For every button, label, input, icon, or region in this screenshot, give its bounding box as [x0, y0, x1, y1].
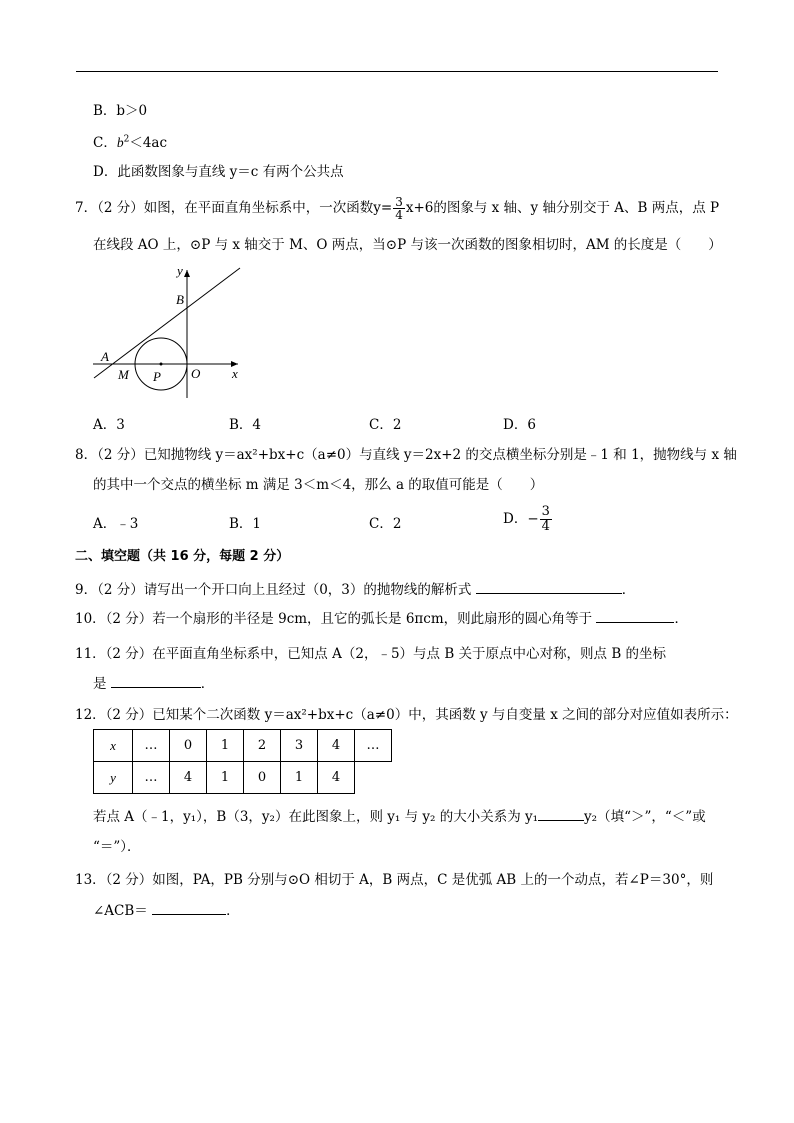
q12-answer-blank[interactable]: [538, 808, 584, 821]
q7-option-c: C．2: [369, 417, 402, 433]
q12-value-table: [93, 729, 392, 794]
q10-answer-blank[interactable]: [596, 610, 674, 623]
q7-option-a: A．3: [93, 417, 125, 433]
table-cell: 4: [170, 762, 207, 794]
section-title-fill-in: 二、填空题（共 16 分，每题 2 分）: [75, 549, 290, 564]
table-cell: 0: [170, 730, 207, 762]
table-cell: …: [355, 730, 392, 762]
q13-line2: ∠ACB＝ ．: [93, 903, 240, 919]
q7-line2: 在线段 AO 上，⊙P 与 x 轴交于 M、O 两点，当⊙P 与该一次函数的图象相切时，AM 的长度是（ ）: [93, 237, 722, 253]
q7-label-p: P: [153, 369, 161, 384]
q7-fraction: $\frac{3}{4}$: [395, 195, 403, 222]
table-cell: 1: [281, 762, 318, 794]
q9-text: 9．（2 分）请写出一个开口向上且经过（0，3）的抛物线的解析式 ．: [75, 582, 636, 598]
q8-option-d: D．− $\frac{3}{4}$: [503, 504, 550, 534]
table-cell: …: [133, 730, 170, 762]
q13-line1: 13．（2 分）如图，PA，PB 分别与⊙O 相切于 A，B 两点，C 是优弧 AB 上的一个动点，若∠P＝30°，则: [75, 872, 714, 888]
table-cell: 2: [244, 730, 281, 762]
table-cell: 0: [244, 762, 281, 794]
q13-answer-blank[interactable]: [152, 902, 226, 915]
table-cell: 3: [281, 730, 318, 762]
table-cell: 4: [318, 730, 355, 762]
q7-label-o: O: [191, 366, 201, 381]
table-cell: y: [94, 762, 133, 794]
table-row: [94, 762, 392, 794]
q7-line1: 7．（2 分）如图，在平面直角坐标系中，一次函数y= $\frac{3}{4}$ x+6的图象与 x 轴、y 轴分别交于 A、B 两点，点 P: [75, 195, 720, 222]
q6-option-c: C．$b^2<4ac$: [93, 134, 168, 151]
table-cell: …: [133, 762, 170, 794]
q12-line3: “＝”）．: [93, 839, 141, 855]
q8-option-c: C．2: [369, 516, 402, 532]
q7-label-a: A: [101, 349, 109, 364]
q9-answer-blank[interactable]: [476, 581, 622, 594]
header-rule: [76, 71, 718, 72]
q7-option-b: B．4: [229, 417, 262, 433]
q7-label-y: y: [177, 263, 183, 278]
q7-figure: [88, 258, 253, 408]
table-cell: 4: [318, 762, 355, 794]
q8-option-b: B．1: [229, 516, 262, 532]
q6-option-b: B．b＞0: [93, 103, 148, 119]
q7-label-b: B: [176, 292, 184, 307]
q8-line2: 的其中一个交点的横坐标 m 满足 3＜m＜4，那么 a 的取值可能是（ ）: [93, 477, 544, 493]
q7-label-m: M: [118, 367, 129, 382]
q11-line2: 是 ．: [93, 676, 215, 692]
q12-line2: 若点 A（﹣1，y₁），B（3，y₂）在此图象上，则 y₁ 与 y₂ 的大小关系为 y₁ y₂（填“＞”，“＜”或: [93, 809, 706, 825]
table-cell: 1: [207, 762, 244, 794]
q7-linear-function-line: [94, 268, 240, 378]
q8-line1: 8．（2 分）已知抛物线 y＝ax²+bx+c（a≠0）与直线 y＝2x+2 的交点横坐标分别是﹣1 和 1，抛物线与 x 轴: [75, 447, 737, 463]
q7-center-p: [160, 363, 163, 366]
q7-option-d: D．6: [503, 417, 536, 433]
table-cell: 1: [207, 730, 244, 762]
q12-line1: 12．（2 分）已知某个二次函数 y＝ax²+bx+c（a≠0）中，其函数 y 与自变量 x 之间的部分对应值如表所示：: [75, 707, 738, 723]
table-cell: x: [94, 730, 133, 762]
q7-label-x: x: [232, 366, 238, 381]
q6-option-d: D．此函数图象与直线 y＝c 有两个公共点: [93, 164, 344, 180]
q11-line1: 11．（2 分）在平面直角坐标系中，已知点 A（2，﹣5）与点 B 关于原点中心对称，则点 B 的坐标: [75, 646, 667, 662]
q10-text: 10．（2 分）若一个扇形的半径是 9cm，且它的弧长是 6πcm，则此扇形的圆心角等于 ．: [75, 611, 688, 627]
q11-answer-blank[interactable]: [111, 675, 201, 688]
q8-option-a: A．﹣3: [93, 516, 139, 532]
table-row: [94, 730, 392, 762]
